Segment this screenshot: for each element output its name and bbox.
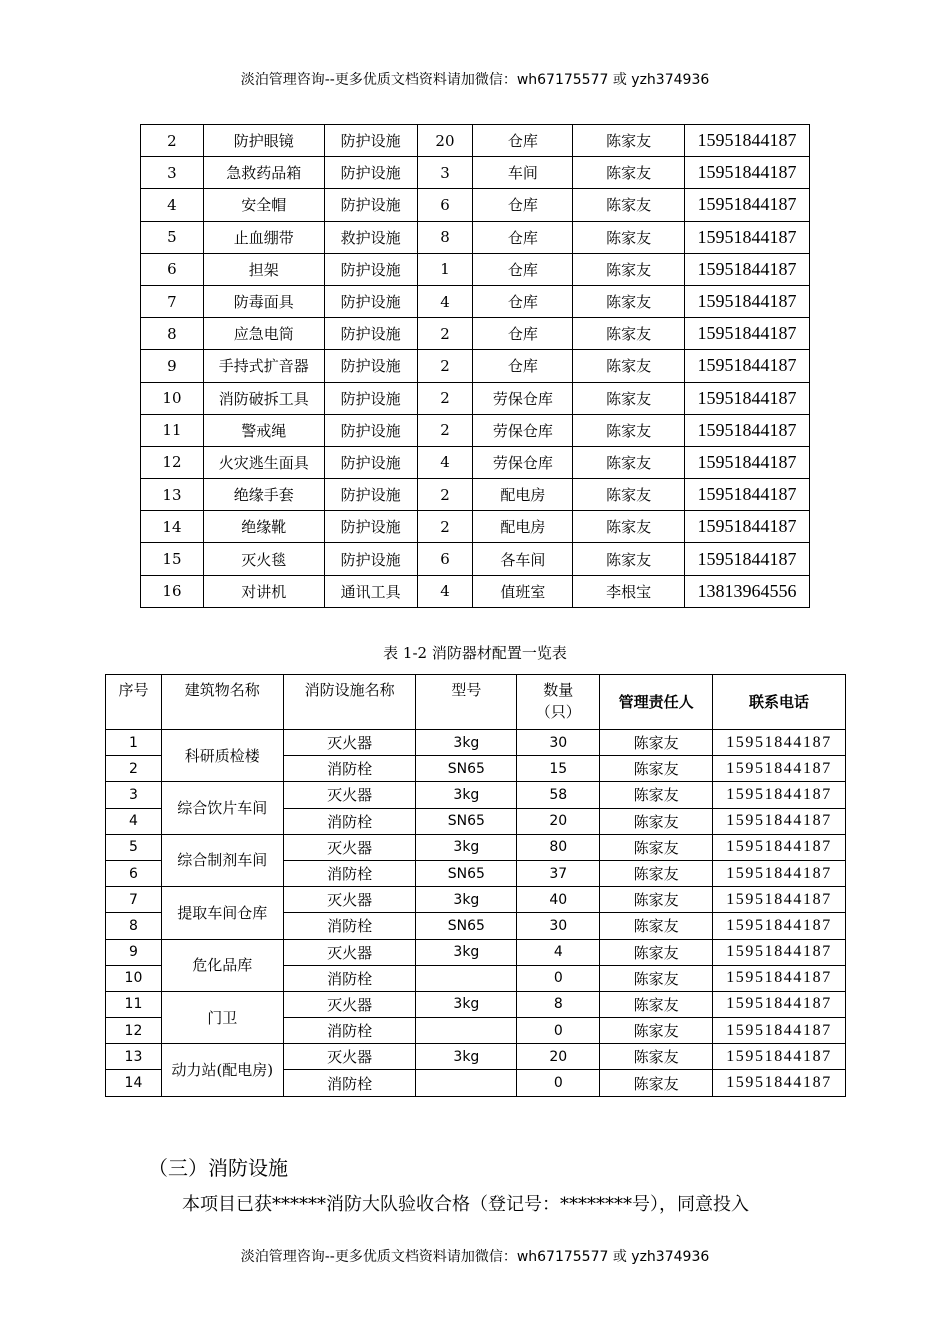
header-model: 型号 xyxy=(416,675,517,730)
table-row xyxy=(106,782,846,808)
header-facility: 消防设施名称 xyxy=(283,675,416,730)
cell-manager: 陈家友 xyxy=(573,543,685,575)
header-phone: 联系电话 xyxy=(713,675,846,730)
cell-seq: 15 xyxy=(141,543,204,575)
cell-manager: 陈家友 xyxy=(573,285,685,317)
cell-model: 3kg xyxy=(416,1044,517,1070)
cell-seq: 13 xyxy=(106,1044,162,1070)
cell-location: 配电房 xyxy=(473,479,573,511)
cell-model: 3kg xyxy=(416,887,517,913)
cell-manager: 陈家友 xyxy=(600,860,713,886)
cell-seq: 8 xyxy=(106,913,162,939)
cell-qty: 30 xyxy=(517,730,600,756)
cell-qty: 37 xyxy=(517,860,600,886)
page-footer: 淡泊管理咨询--更多优质文档资料请加微信：wh67175577 或 yzh374936 xyxy=(240,1249,710,1265)
cell-seq: 4 xyxy=(141,189,204,221)
cell-location: 值班室 xyxy=(473,575,573,607)
table-row xyxy=(141,543,810,575)
cell-phone: 15951844187 xyxy=(713,834,846,860)
cell-qty: 4 xyxy=(417,285,473,317)
cell-qty: 4 xyxy=(417,575,473,607)
cell-category: 防护设施 xyxy=(324,253,417,285)
cell-phone: 15951844187 xyxy=(713,1044,846,1070)
cell-phone: 15951844187 xyxy=(713,965,846,991)
cell-facility: 消防栓 xyxy=(283,913,416,939)
cell-model: SN65 xyxy=(416,913,517,939)
cell-phone: 15951844187 xyxy=(685,221,810,253)
cell-seq: 11 xyxy=(141,414,204,446)
cell-phone: 15951844187 xyxy=(685,543,810,575)
cell-seq: 10 xyxy=(141,382,204,414)
cell-category: 防护设施 xyxy=(324,189,417,221)
cell-manager: 陈家友 xyxy=(573,414,685,446)
cell-item: 绝缘靴 xyxy=(203,511,324,543)
cell-seq: 13 xyxy=(141,479,204,511)
cell-manager: 陈家友 xyxy=(600,730,713,756)
cell-item: 绝缘手套 xyxy=(203,479,324,511)
cell-manager: 陈家友 xyxy=(573,189,685,221)
cell-model xyxy=(416,1070,517,1096)
cell-phone: 15951844187 xyxy=(713,1018,846,1044)
cell-phone: 15951844187 xyxy=(713,860,846,886)
cell-qty: 1 xyxy=(417,253,473,285)
fire-equipment-table xyxy=(105,674,846,1097)
cell-category: 防护设施 xyxy=(324,511,417,543)
cell-facility: 消防栓 xyxy=(283,808,416,834)
cell-model: 3kg xyxy=(416,939,517,965)
cell-manager: 陈家友 xyxy=(573,125,685,157)
table-row xyxy=(106,730,846,756)
cell-item: 消防破拆工具 xyxy=(203,382,324,414)
cell-seq: 12 xyxy=(106,1018,162,1044)
cell-item: 防护眼镜 xyxy=(203,125,324,157)
cell-item: 对讲机 xyxy=(203,575,324,607)
cell-item: 防毒面具 xyxy=(203,285,324,317)
cell-manager: 陈家友 xyxy=(600,913,713,939)
cell-seq: 1 xyxy=(106,730,162,756)
table-caption: 表 1-2 消防器材配置一览表 xyxy=(383,644,567,662)
cell-facility: 灭火器 xyxy=(283,730,416,756)
cell-location: 仓库 xyxy=(473,221,573,253)
cell-model: SN65 xyxy=(416,808,517,834)
cell-seq: 9 xyxy=(141,350,204,382)
cell-qty: 20 xyxy=(517,1044,600,1070)
cell-item: 担架 xyxy=(203,253,324,285)
cell-phone: 15951844187 xyxy=(713,730,846,756)
cell-qty: 0 xyxy=(517,965,600,991)
table-row xyxy=(141,414,810,446)
cell-seq: 2 xyxy=(141,125,204,157)
cell-seq: 3 xyxy=(106,782,162,808)
cell-building: 门卫 xyxy=(161,991,283,1043)
table-row xyxy=(141,157,810,189)
cell-qty: 8 xyxy=(417,221,473,253)
section-title: （三）消防设施 xyxy=(148,1156,288,1180)
cell-building: 综合制剂车间 xyxy=(161,834,283,886)
page-header: 淡泊管理咨询--更多优质文档资料请加微信：wh67175577 或 yzh374936 xyxy=(240,72,710,88)
cell-location: 仓库 xyxy=(473,285,573,317)
cell-qty: 6 xyxy=(417,189,473,221)
cell-category: 防护设施 xyxy=(324,414,417,446)
cell-building: 危化品库 xyxy=(161,939,283,991)
cell-manager: 陈家友 xyxy=(573,511,685,543)
table-row xyxy=(106,991,846,1017)
cell-phone: 15951844187 xyxy=(685,285,810,317)
cell-manager: 陈家友 xyxy=(600,782,713,808)
cell-manager: 陈家友 xyxy=(600,965,713,991)
cell-manager: 陈家友 xyxy=(600,1044,713,1070)
cell-phone: 15951844187 xyxy=(685,446,810,478)
cell-item: 火灾逃生面具 xyxy=(203,446,324,478)
cell-manager: 陈家友 xyxy=(573,350,685,382)
cell-item: 急救药品箱 xyxy=(203,157,324,189)
cell-seq: 2 xyxy=(106,756,162,782)
cell-facility: 消防栓 xyxy=(283,1070,416,1096)
cell-phone: 15951844187 xyxy=(713,1070,846,1096)
cell-location: 劳保仓库 xyxy=(473,446,573,478)
table-row xyxy=(141,511,810,543)
header-qty-line1: 数量 xyxy=(543,681,574,699)
cell-phone: 15951844187 xyxy=(713,913,846,939)
table-row xyxy=(141,285,810,317)
cell-seq: 6 xyxy=(106,860,162,886)
section-paragraph: 本项目已获******消防大队验收合格（登记号：********号），同意投入 xyxy=(182,1194,749,1215)
cell-qty: 8 xyxy=(517,991,600,1017)
cell-qty: 80 xyxy=(517,834,600,860)
cell-facility: 灭火器 xyxy=(283,939,416,965)
cell-manager: 陈家友 xyxy=(600,808,713,834)
cell-phone: 15951844187 xyxy=(685,157,810,189)
cell-model xyxy=(416,965,517,991)
cell-location: 劳保仓库 xyxy=(473,414,573,446)
table-row xyxy=(106,887,846,913)
cell-seq: 6 xyxy=(141,253,204,285)
cell-item: 安全帽 xyxy=(203,189,324,221)
cell-qty: 58 xyxy=(517,782,600,808)
cell-category: 防护设施 xyxy=(324,350,417,382)
cell-facility: 灭火器 xyxy=(283,1044,416,1070)
cell-category: 通讯工具 xyxy=(324,575,417,607)
cell-model: SN65 xyxy=(416,756,517,782)
header-seq: 序号 xyxy=(106,675,162,730)
cell-phone: 15951844187 xyxy=(685,382,810,414)
protective-equipment-table xyxy=(140,124,810,608)
cell-seq: 7 xyxy=(141,285,204,317)
table-row xyxy=(141,221,810,253)
cell-facility: 灭火器 xyxy=(283,834,416,860)
cell-phone: 15951844187 xyxy=(713,991,846,1017)
cell-seq: 7 xyxy=(106,887,162,913)
cell-phone: 13813964556 xyxy=(685,575,810,607)
cell-phone: 15951844187 xyxy=(713,939,846,965)
table-row xyxy=(106,834,846,860)
cell-location: 仓库 xyxy=(473,253,573,285)
table-row xyxy=(141,446,810,478)
header-manager: 管理责任人 xyxy=(600,675,713,730)
cell-building: 提取车间仓库 xyxy=(161,887,283,939)
cell-phone: 15951844187 xyxy=(713,887,846,913)
cell-phone: 15951844187 xyxy=(713,756,846,782)
cell-facility: 消防栓 xyxy=(283,965,416,991)
header-quantity xyxy=(517,675,600,730)
cell-seq: 5 xyxy=(106,834,162,860)
cell-manager: 陈家友 xyxy=(600,1070,713,1096)
cell-location: 各车间 xyxy=(473,543,573,575)
table-row xyxy=(141,125,810,157)
cell-qty: 30 xyxy=(517,913,600,939)
cell-manager: 陈家友 xyxy=(573,318,685,350)
cell-seq: 9 xyxy=(106,939,162,965)
cell-seq: 14 xyxy=(141,511,204,543)
cell-building: 动力站(配电房) xyxy=(161,1044,283,1096)
cell-qty: 2 xyxy=(417,511,473,543)
cell-seq: 12 xyxy=(141,446,204,478)
cell-facility: 灭火器 xyxy=(283,887,416,913)
cell-location: 仓库 xyxy=(473,125,573,157)
cell-item: 警戒绳 xyxy=(203,414,324,446)
cell-model: 3kg xyxy=(416,730,517,756)
cell-qty: 0 xyxy=(517,1018,600,1044)
cell-qty: 4 xyxy=(517,939,600,965)
header-qty-line2: （只） xyxy=(535,703,581,721)
cell-model: 3kg xyxy=(416,834,517,860)
cell-phone: 15951844187 xyxy=(685,511,810,543)
cell-seq: 5 xyxy=(141,221,204,253)
cell-manager: 陈家友 xyxy=(573,221,685,253)
cell-manager: 陈家友 xyxy=(600,939,713,965)
cell-manager: 陈家友 xyxy=(600,834,713,860)
header-building: 建筑物名称 xyxy=(161,675,283,730)
cell-category: 防护设施 xyxy=(324,543,417,575)
cell-model: 3kg xyxy=(416,782,517,808)
table-row xyxy=(141,189,810,221)
cell-location: 劳保仓库 xyxy=(473,382,573,414)
cell-manager: 陈家友 xyxy=(600,756,713,782)
cell-location: 仓库 xyxy=(473,189,573,221)
cell-qty: 20 xyxy=(417,125,473,157)
cell-seq: 3 xyxy=(141,157,204,189)
cell-category: 防护设施 xyxy=(324,318,417,350)
table-header-row xyxy=(106,675,846,730)
cell-category: 防护设施 xyxy=(324,446,417,478)
cell-category: 救护设施 xyxy=(324,221,417,253)
cell-item: 手持式扩音器 xyxy=(203,350,324,382)
cell-seq: 8 xyxy=(141,318,204,350)
cell-model: 3kg xyxy=(416,991,517,1017)
cell-phone: 15951844187 xyxy=(685,350,810,382)
table-row xyxy=(141,318,810,350)
cell-qty: 4 xyxy=(417,446,473,478)
cell-manager: 陈家友 xyxy=(573,253,685,285)
cell-manager: 陈家友 xyxy=(573,446,685,478)
cell-model: SN65 xyxy=(416,860,517,886)
cell-location: 车间 xyxy=(473,157,573,189)
table-row xyxy=(141,382,810,414)
cell-qty: 0 xyxy=(517,1070,600,1096)
cell-location: 仓库 xyxy=(473,318,573,350)
cell-seq: 16 xyxy=(141,575,204,607)
cell-phone: 15951844187 xyxy=(685,479,810,511)
cell-phone: 15951844187 xyxy=(685,189,810,221)
cell-qty: 2 xyxy=(417,318,473,350)
cell-manager: 陈家友 xyxy=(573,382,685,414)
cell-location: 配电房 xyxy=(473,511,573,543)
cell-manager: 李根宝 xyxy=(573,575,685,607)
cell-facility: 消防栓 xyxy=(283,860,416,886)
cell-phone: 15951844187 xyxy=(685,318,810,350)
table-row xyxy=(106,939,846,965)
cell-qty: 6 xyxy=(417,543,473,575)
cell-location: 仓库 xyxy=(473,350,573,382)
cell-qty: 2 xyxy=(417,414,473,446)
cell-qty: 40 xyxy=(517,887,600,913)
cell-facility: 灭火器 xyxy=(283,991,416,1017)
cell-facility: 消防栓 xyxy=(283,756,416,782)
cell-phone: 15951844187 xyxy=(685,414,810,446)
cell-manager: 陈家友 xyxy=(600,991,713,1017)
table-row xyxy=(106,1044,846,1070)
cell-qty: 20 xyxy=(517,808,600,834)
cell-category: 防护设施 xyxy=(324,285,417,317)
cell-phone: 15951844187 xyxy=(713,782,846,808)
cell-qty: 2 xyxy=(417,479,473,511)
cell-seq: 4 xyxy=(106,808,162,834)
cell-qty: 3 xyxy=(417,157,473,189)
cell-building: 科研质检楼 xyxy=(161,730,283,782)
cell-facility: 灭火器 xyxy=(283,782,416,808)
cell-category: 防护设施 xyxy=(324,382,417,414)
cell-seq: 11 xyxy=(106,991,162,1017)
cell-qty: 2 xyxy=(417,382,473,414)
cell-category: 防护设施 xyxy=(324,479,417,511)
cell-category: 防护设施 xyxy=(324,125,417,157)
cell-category: 防护设施 xyxy=(324,157,417,189)
table-row xyxy=(141,350,810,382)
table-row xyxy=(141,575,810,607)
cell-manager: 陈家友 xyxy=(600,1018,713,1044)
cell-phone: 15951844187 xyxy=(685,253,810,285)
cell-model xyxy=(416,1018,517,1044)
cell-item: 灭火毯 xyxy=(203,543,324,575)
cell-qty: 15 xyxy=(517,756,600,782)
cell-manager: 陈家友 xyxy=(573,157,685,189)
cell-item: 止血绷带 xyxy=(203,221,324,253)
cell-phone: 15951844187 xyxy=(685,125,810,157)
cell-seq: 10 xyxy=(106,965,162,991)
cell-item: 应急电筒 xyxy=(203,318,324,350)
cell-building: 综合饮片车间 xyxy=(161,782,283,834)
cell-phone: 15951844187 xyxy=(713,808,846,834)
table-row xyxy=(141,253,810,285)
cell-manager: 陈家友 xyxy=(573,479,685,511)
cell-seq: 14 xyxy=(106,1070,162,1096)
cell-manager: 陈家友 xyxy=(600,887,713,913)
cell-facility: 消防栓 xyxy=(283,1018,416,1044)
table-row xyxy=(141,479,810,511)
cell-qty: 2 xyxy=(417,350,473,382)
